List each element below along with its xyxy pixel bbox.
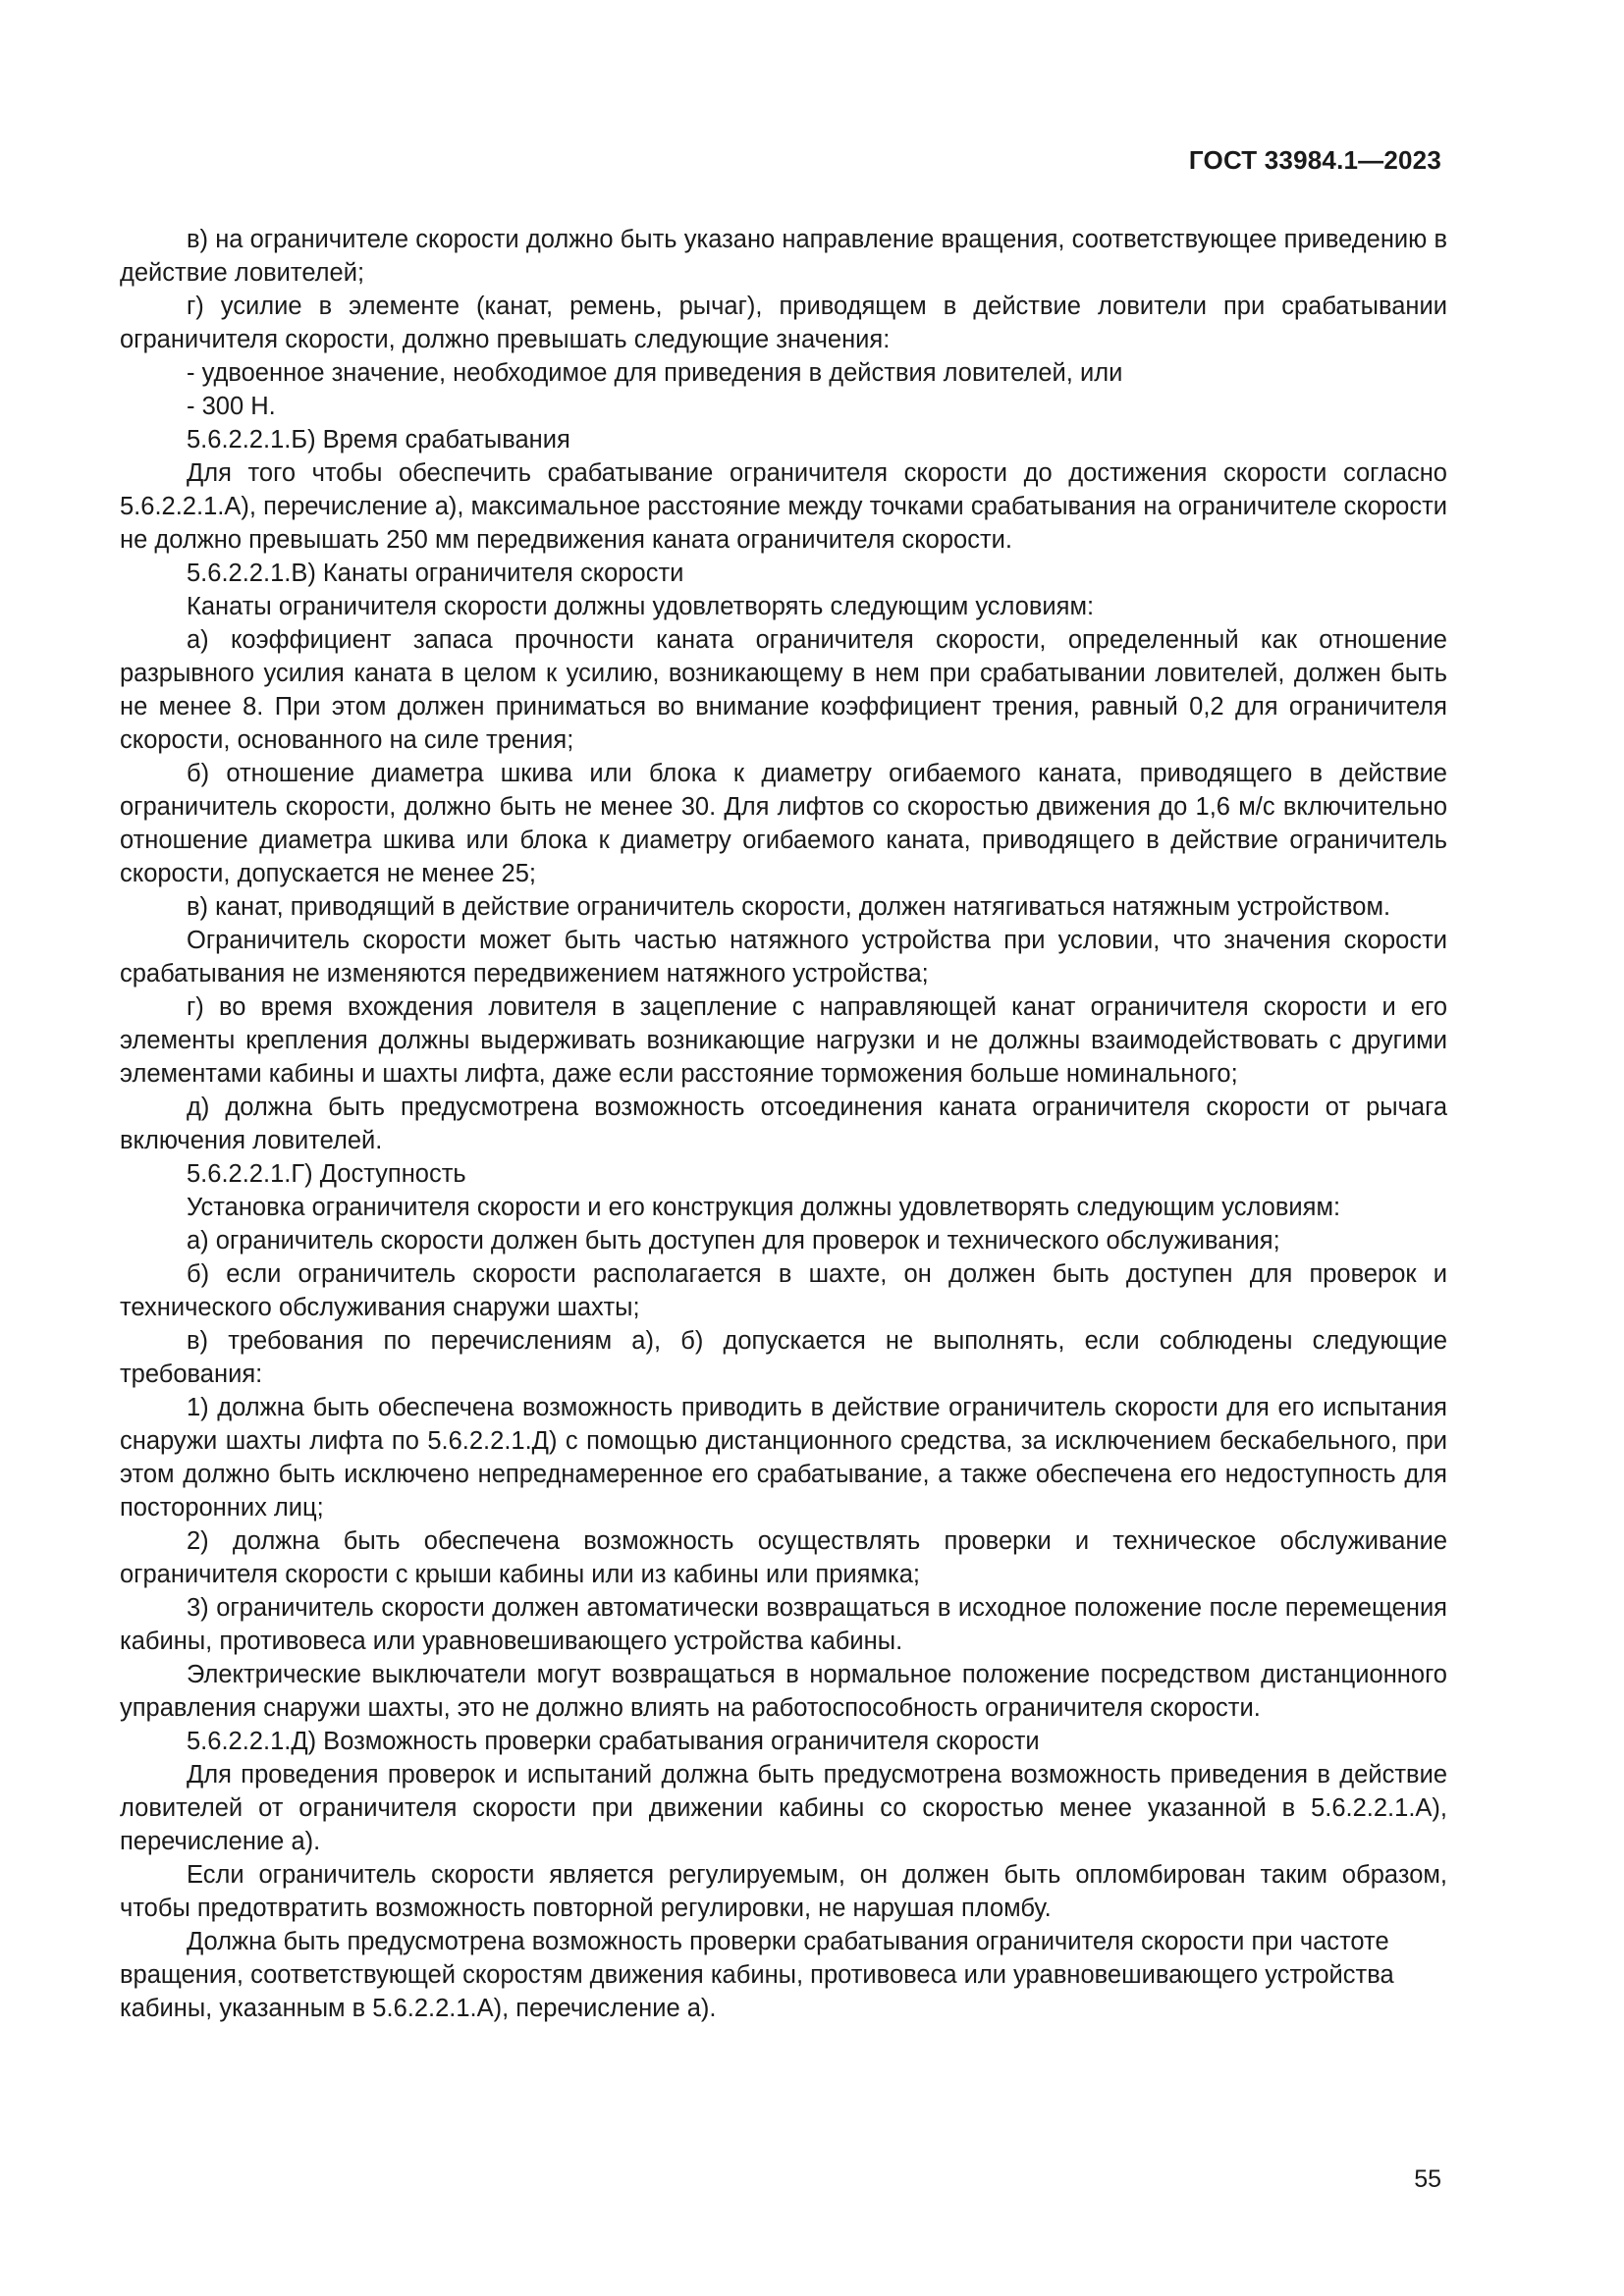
paragraph: - 300 Н. [187,393,276,420]
paragraph: Если ограничитель скорости является регулируемым, он должен быть опломбирован таким образом, чтобы предотвратить возможность повторной регулировки, не нарушая пломбу. [120,1861,1447,1922]
section-heading: 5.6.2.2.1.Д) Возможность проверки срабатывания ограничителя скорости [187,1728,1040,1755]
paragraph: 3) ограничитель скорости должен автоматически возвращаться в исходное положение после перемещения кабины, противовеса или уравновешивающего устройства кабины. [120,1594,1447,1655]
paragraph: а) коэффициент запаса прочности каната ограничителя скорости, определенный как отношение разрывного усилия каната в целом к усилию, возникающему в нем при срабатывании ловителей, должен быть не менее 8. При этом должен приниматься во внимание коэффициент трения, равный 0,2 для ограничителя скорости, основанного на силе трения; [120,626,1447,754]
paragraph: Электрические выключатели могут возвращаться в нормальное положение посредством дистанционного управления снаружи шахты, это не должно влиять на работоспособность ограничителя скорости. [120,1661,1447,1722]
document-body [120,223,1447,2025]
paragraph: б) отношение диаметра шкива или блока к диаметру огибаемого каната, приводящего в действие ограничитель скорости, должно быть не менее 30. Для лифтов со скоростью движения до 1,6 м/с включительно отношение диаметра шкива или блока к диаметру огибаемого каната, приводящего в действие ограничитель скорости, допускается не менее 25; [120,760,1447,887]
page-number: 55 [1414,2165,1441,2193]
paragraph: Для проведения проверок и испытаний должна быть предусмотрена возможность приведения в действие ловителей от ограничителя скорости при движении кабины со скоростью менее указанной в 5.6.2.2.1.А), перечисление а). [120,1761,1447,1855]
paragraph: Канаты ограничителя скорости должны удовлетворять следующим условиям: [187,593,1095,620]
paragraph: - удвоенное значение, необходимое для приведения в действия ловителей, или [187,359,1123,387]
paragraph: б) если ограничитель скорости располагается в шахте, он должен быть доступен для проверок и технического обслуживания снаружи шахты; [120,1260,1447,1321]
paragraph: в) на ограничителе скорости должно быть указано направление вращения, соответствующее приведению в действие ловителей; [120,226,1447,287]
paragraph: Ограничитель скорости может быть частью натяжного устройства при условии, что значения скорости срабатывания не изменяются передвижением натяжного устройства; [120,927,1447,988]
paragraph: в) канат, приводящий в действие ограничитель скорости, должен натягиваться натяжным устройством. [187,893,1391,921]
document-code: ГОСТ 33984.1—2023 [1188,145,1441,175]
paragraph: Должна быть предусмотрена возможность проверки срабатывания ограничителя скорости при частоте вращения, соответствующей скоростям движения кабины, противовеса или уравновешивающего устройства кабины, указанным в 5.6.2.2.1.А), перечисление а). [120,1928,1394,2022]
paragraph: 1) должна быть обеспечена возможность приводить в действие ограничитель скорости для его испытания снаружи шахты лифта по 5.6.2.2.1.Д) с помощью дистанционного средства, за исключением бескабельного, при этом должно быть исключено непреднамеренное его срабатывание, а также обеспечена его недоступность для посторонних лиц; [120,1394,1447,1522]
paragraph: в) требования по перечислениям а), б) допускается не выполнять, если соблюдены следующие требования: [120,1327,1447,1388]
section-heading: 5.6.2.2.1.Г) Доступность [187,1160,466,1188]
section-heading: 5.6.2.2.1.Б) Время срабатывания [187,426,570,454]
section-heading: 5.6.2.2.1.В) Канаты ограничителя скорости [187,560,684,587]
paragraph: г) усилие в элементе (канат, ремень, рычаг), приводящем в действие ловители при срабатывании ограничителя скорости, должно превышать следующие значения: [120,293,1447,353]
paragraph: а) ограничитель скорости должен быть доступен для проверок и технического обслуживания; [187,1227,1280,1255]
paragraph: г) во время вхождения ловителя в зацепление с направляющей канат ограничителя скорости и его элементы крепления должны выдерживать возникающие нагрузки и не должны взаимодействовать с другими элементами кабины и шахты лифта, даже если расстояние торможения больше номинального; [120,993,1447,1088]
paragraph: Для того чтобы обеспечить срабатывание ограничителя скорости до достижения скорости согласно 5.6.2.2.1.А), перечисление а), максимальное расстояние между точками срабатывания на ограничителе скорости не должно превышать 250 мм передвижения каната ограничителя скорости. [120,459,1447,554]
paragraph: Установка ограничителя скорости и его конструкция должны удовлетворять следующим условиям: [187,1194,1341,1221]
paragraph: д) должна быть предусмотрена возможность отсоединения каната ограничителя скорости от рычага включения ловителей. [120,1094,1447,1154]
paragraph: 2) должна быть обеспечена возможность осуществлять проверки и техническое обслуживание ограничителя скорости с крыши кабины или из кабины или приямка; [120,1527,1447,1588]
